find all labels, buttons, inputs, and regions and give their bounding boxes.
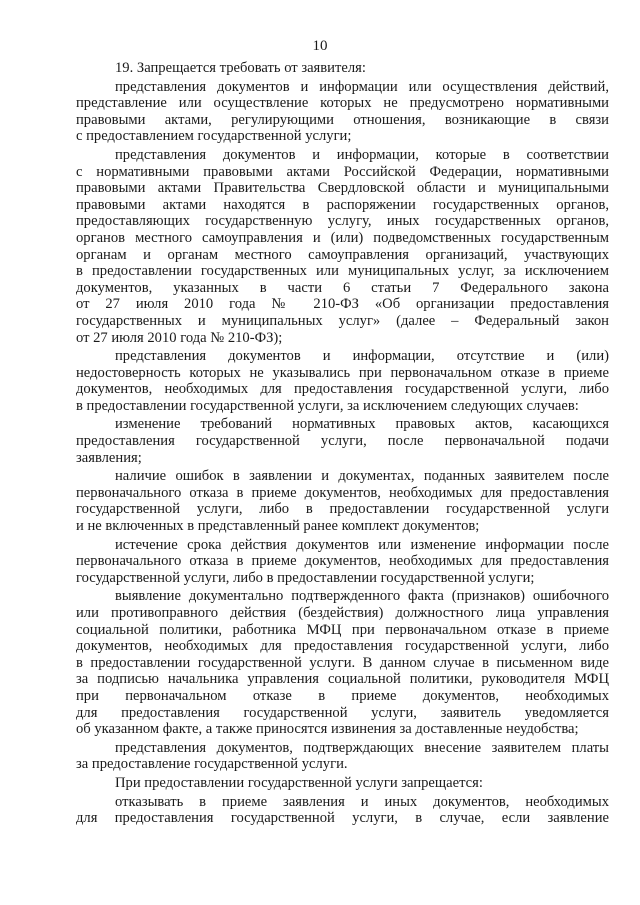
text-line: правовыми актами находятся в распоряжении государственных органов, <box>76 196 609 213</box>
text-line: государственной услуги, либо в предоставлении государственной услуги <box>76 501 609 518</box>
text-line: документов, необходимых для предоставления государственной услуги, либо <box>76 638 609 655</box>
text-line: от 27 июля 2010 года № 210-ФЗ «Об организации предоставления <box>76 296 609 313</box>
text-line: государственных и муниципальных услуг» (далее – Федеральный закон <box>76 312 609 329</box>
text-line: недостоверность которых не указывались при первоначальном отказе в приеме <box>76 364 609 381</box>
text-line: за подписью начальника управления социальной политики, руководителя МФЦ <box>76 671 609 688</box>
text-line: истечение срока действия документов или изменение информации после <box>115 536 609 553</box>
text-line: представления документов и информации или осуществления действий, <box>115 78 609 95</box>
text-line: представления документов, подтверждающих внесение заявителем платы <box>115 739 609 756</box>
paragraph-p11 <box>76 794 609 827</box>
text-line: представление или осуществление которых не предусмотрено нормативными <box>76 95 609 112</box>
text-line: правовыми актами Правительства Свердловской области и муниципальными <box>76 180 609 197</box>
text-line: первоначального отказа в приеме документов, необходимых для предоставления <box>76 484 609 501</box>
text-line: для предоставления государственной услуги, заявитель уведомляется <box>76 704 609 721</box>
text-line: для предоставления государственной услуги, в случае, если заявление <box>76 810 609 827</box>
text-line: документов, указанных в части 6 статьи 7 Федерального закона <box>76 279 609 296</box>
text-line: с нормативными правовыми актами Российской Федерации, нормативными <box>76 163 609 180</box>
text-line: в предоставлении государственной услуги, за исключением следующих случаев: <box>76 397 579 414</box>
text-line: 19. Запрещается требовать от заявителя: <box>115 60 366 76</box>
paragraph-p3 <box>76 147 609 346</box>
text-line: или противоправного действия (бездействия) должностного лица управления <box>76 605 609 621</box>
text-line: органов местного самоуправления и (или) подведомственных государственным <box>76 229 609 246</box>
text-line: выявление документально подтвержденного факта (признаков) ошибочного <box>115 588 609 605</box>
text-line: представления документов и информации, которые в соответствии <box>115 146 609 163</box>
text-line: в предоставлении государственной услуги. В данном случае в письменном виде <box>76 654 609 671</box>
text-line: предоставляющих государственную услугу, иных государственных органов, <box>76 213 609 230</box>
paragraph-p2 <box>76 79 609 145</box>
text-line: отказывать в приеме заявления и иных документов, необходимых <box>115 793 609 810</box>
text-line: в предоставлении государственных или муниципальных услуг, за исключением <box>76 263 609 280</box>
text-line: при первоначальном отказе в приеме документов, необходимых <box>76 687 609 704</box>
paragraph-p5 <box>76 416 609 466</box>
text-line: правовыми актами, регулирующими отношения, возникающие в связи <box>76 111 609 128</box>
text-line: наличие ошибок в заявлении и документах, поданных заявителем после <box>115 468 609 485</box>
text-line: первоначального отказа в приеме документов, необходимых для предоставления <box>76 553 609 570</box>
text-line: изменение требований нормативных правовых актов, касающихся <box>115 416 609 433</box>
paragraph-p8 <box>76 588 609 737</box>
text-line: предоставления государственной услуги, после первоначальной подачи <box>76 433 609 450</box>
paragraph-p1 <box>76 60 609 77</box>
text-line: за предоставление государственной услуги. <box>76 756 348 773</box>
paragraph-p10 <box>76 775 609 792</box>
text-line: При предоставлении государственной услуги запрещается: <box>115 774 483 791</box>
text-line: социальной политики, работника МФЦ при первоначальном отказе в приеме <box>76 621 609 638</box>
document-body <box>76 60 609 827</box>
text-line: от 27 июля 2010 года № 210-ФЗ); <box>76 329 283 346</box>
paragraph-p6 <box>76 468 609 534</box>
page-number: 10 <box>312 38 328 54</box>
text-line: с предоставлением государственной услуги; <box>76 128 352 145</box>
paragraph-p4 <box>76 348 609 414</box>
paragraph-p9 <box>76 740 609 773</box>
text-line: органам и органам местного самоуправления организаций, участвующих <box>76 246 609 263</box>
text-line: и не включенных в представленный ранее комплект документов; <box>76 518 480 535</box>
text-line: документов, необходимых для предоставления государственной услуги, либо <box>76 381 609 398</box>
text-line: представления документов и информации, отсутствие и (или) <box>115 348 609 365</box>
text-line: государственной услуги, либо в предоставлении государственной услуги; <box>76 569 535 586</box>
text-line: заявления; <box>76 449 142 466</box>
paragraph-p7 <box>76 537 609 587</box>
text-line: об указанном факте, а также приносятся извинения за доставленные неудобства; <box>76 721 579 738</box>
